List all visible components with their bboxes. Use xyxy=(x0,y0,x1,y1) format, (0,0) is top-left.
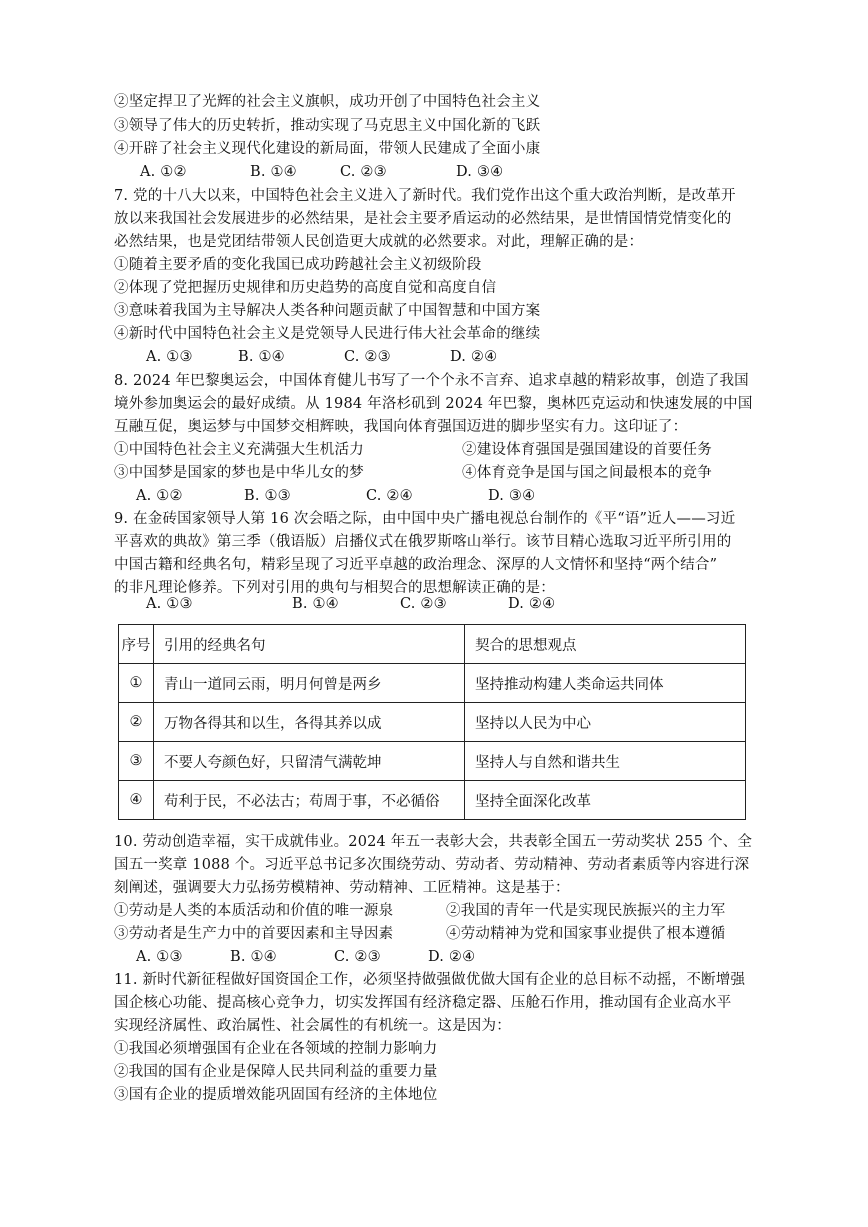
choice-a: A. ①② xyxy=(136,488,183,504)
table-row xyxy=(119,664,746,703)
q9-stem-line-1: 9. 在金砖国家领导人第 16 次会晤之际，由中国中央广播电视总台制作的《平“语”近人——习近 xyxy=(114,511,736,527)
choice-a: A. ①③ xyxy=(136,949,183,965)
choice-a: A. ①② xyxy=(140,164,187,180)
q7-option-2: ②体现了党把握历史规律和历史趋势的高度自觉和高度自信 xyxy=(114,280,497,296)
q10-option-3: ③劳动者是生产力中的首要因素和主导因素 xyxy=(114,926,394,942)
q11-option-2: ②我国的国有企业是保障人民共同利益的重要力量 xyxy=(114,1064,438,1080)
choice-b: B. ①③ xyxy=(244,488,291,504)
table-row xyxy=(119,781,746,820)
choice-c: C. ②③ xyxy=(400,596,447,612)
table-header: 序号 xyxy=(119,625,154,664)
table-cell: 苟利于民，不必法古；苟周于事，不必循俗 xyxy=(154,781,465,820)
choice-a: A. ①③ xyxy=(146,349,193,365)
table-header: 契合的思想观点 xyxy=(465,625,746,664)
q8-option-4: ④体育竞争是国与国之间最根本的竞争 xyxy=(462,465,712,481)
choice-c: C. ②③ xyxy=(340,164,387,180)
q7-option-3: ③意味着我国为主导解决人类各种问题贡献了中国智慧和中国方案 xyxy=(114,303,541,319)
table-header-row xyxy=(119,625,746,664)
q7-option-4: ④新时代中国特色社会主义是党领导人民进行伟大社会革命的继续 xyxy=(114,326,541,342)
q10-option-2: ②我国的青年一代是实现民族振兴的主力军 xyxy=(446,903,726,919)
table-cell: 坚持推动构建人类命运共同体 xyxy=(465,664,746,703)
q6-option-2: ②坚定捍卫了光辉的社会主义旗帜，成功开创了中国特色社会主义 xyxy=(114,94,541,110)
choice-c: C. ②④ xyxy=(366,488,413,504)
choice-a: A. ①③ xyxy=(146,596,193,612)
q9-stem-line-4: 的非凡理论修养。下列对引用的典句与相契合的思想解读正确的是： xyxy=(114,580,555,596)
q11-stem-line-2: 国企核心功能、提高核心竞争力，切实发挥国有经济稳定器、压舱石作用，推动国有企业高水平 xyxy=(114,995,732,1011)
q11-stem-line-1: 11. 新时代新征程做好国资国企工作，必须坚持做强做优做大国有企业的总目标不动摇，不断增强 xyxy=(114,972,746,988)
q9-stem-line-3: 中国古籍和经典名句，精彩呈现了习近平卓越的政治理念、深厚的人文情怀和坚持“两个结合” xyxy=(114,557,718,573)
q8-option-2: ②建设体育强国是强国建设的首要任务 xyxy=(462,442,712,458)
q11-option-3: ③国有企业的提质增效能巩固国有经济的主体地位 xyxy=(114,1087,438,1103)
table-row xyxy=(119,703,746,742)
table-cell: 坚持全面深化改革 xyxy=(465,781,746,820)
q10-option-4: ④劳动精神为党和国家事业提供了根本遵循 xyxy=(446,926,726,942)
q8-option-3: ③中国梦是国家的梦也是中华儿女的梦 xyxy=(114,465,364,481)
choice-d: D. ②④ xyxy=(450,349,498,365)
q9-table xyxy=(118,624,746,820)
choice-d: D. ②④ xyxy=(428,949,476,965)
table-cell: ③ xyxy=(119,742,154,781)
choice-b: B. ①④ xyxy=(238,349,285,365)
q7-stem-line-3: 必然结果，也是党团结带领人民创造更大成就的必然要求。对此，理解正确的是： xyxy=(114,234,644,250)
q10-option-1: ①劳动是人类的本质活动和价值的唯一源泉 xyxy=(114,903,394,919)
q7-stem-line-1: 7. 党的十八大以来，中国特色社会主义进入了新时代。我们党作出这个重大政治判断，是改革开 xyxy=(114,188,736,204)
q8-option-1: ①中国特色社会主义充满强大生机活力 xyxy=(114,442,364,458)
table-header: 引用的经典名句 xyxy=(154,625,465,664)
choice-d: D. ③④ xyxy=(488,488,536,504)
q6-option-3: ③领导了伟大的历史转折，推动实现了马克思主义中国化新的飞跃 xyxy=(114,118,541,134)
choice-c: C. ②③ xyxy=(344,349,391,365)
q9-stem-line-2: 平喜欢的典故》第三季（俄语版）启播仪式在俄罗斯喀山举行。该节目精心选取习近平所引用的 xyxy=(114,534,732,550)
q8-stem-line-1: 8. 2024 年巴黎奥运会，中国体育健儿书写了一个个永不言弃、追求卓越的精彩故事，创造了我国 xyxy=(114,373,749,389)
table-cell: 坚持人与自然和谐共生 xyxy=(465,742,746,781)
choice-c: C. ②③ xyxy=(334,949,381,965)
table-cell: 不要人夸颜色好，只留清气满乾坤 xyxy=(154,742,465,781)
q8-stem-line-3: 互融互促，奥运梦与中国梦交相辉映，我国向体育强国迈进的脚步坚实有力。这印证了： xyxy=(114,419,688,435)
q10-stem-line-2: 国五一奖章 1088 个。习近平总书记多次围绕劳动、劳动者、劳动精神、劳动者素质等内容进行深 xyxy=(114,857,750,873)
q11-option-1: ①我国必须增强国有企业在各领域的控制力影响力 xyxy=(114,1041,438,1057)
table-cell: ④ xyxy=(119,781,154,820)
q10-stem-line-1: 10. 劳动创造幸福，实干成就伟业。2024 年五一表彰大会，共表彰全国五一劳动奖状 255 个、全 xyxy=(114,834,753,850)
q6-option-4: ④开辟了社会主义现代化建设的新局面，带领人民建成了全面小康 xyxy=(114,141,541,157)
choice-b: B. ①④ xyxy=(230,949,277,965)
table-cell: 万物各得其和以生，各得其养以成 xyxy=(154,703,465,742)
choice-b: B. ①④ xyxy=(250,164,297,180)
choice-d: D. ③④ xyxy=(456,164,504,180)
table-cell: 青山一道同云雨，明月何曾是两乡 xyxy=(154,664,465,703)
table-cell: 坚持以人民为中心 xyxy=(465,703,746,742)
table-cell: ① xyxy=(119,664,154,703)
q10-stem-line-3: 刻阐述，强调要大力弘扬劳模精神、劳动精神、工匠精神。这是基于： xyxy=(114,880,570,896)
q11-stem-line-3: 实现经济属性、政治属性、社会属性的有机统一。这是因为： xyxy=(114,1018,511,1034)
q7-option-1: ①随着主要矛盾的变化我国已成功跨越社会主义初级阶段 xyxy=(114,257,482,273)
table-row xyxy=(119,742,746,781)
table-cell: ② xyxy=(119,703,154,742)
choice-d: D. ②④ xyxy=(508,596,556,612)
q8-stem-line-2: 境外参加奥运会的最好成绩。从 1984 年洛杉矶到 2024 年巴黎，奥林匹克运动和快速发展的中国 xyxy=(114,396,753,412)
choice-b: B. ①④ xyxy=(292,596,339,612)
q7-stem-line-2: 放以来我国社会发展进步的必然结果，是社会主要矛盾运动的必然结果，是世情国情党情变化的 xyxy=(114,211,732,227)
